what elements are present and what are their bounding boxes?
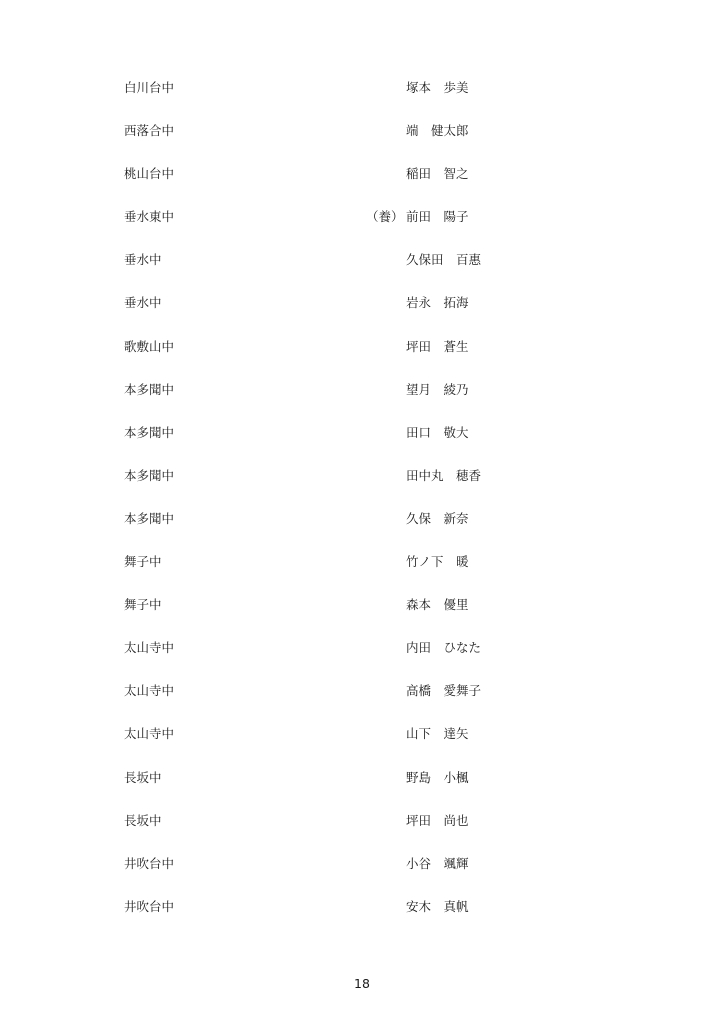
person-name: 小谷 颯輝 <box>406 855 469 871</box>
school-name: 本多聞中 <box>124 510 175 526</box>
list-item <box>0 594 724 637</box>
list-item <box>0 723 724 766</box>
list-item <box>0 465 724 508</box>
school-name: 歌敷山中 <box>124 338 175 354</box>
person-name: 久保田 百惠 <box>406 252 482 268</box>
list-item <box>0 680 724 723</box>
list-item <box>0 422 724 465</box>
list-item <box>0 767 724 810</box>
person-name: 塚本 歩美 <box>406 80 469 95</box>
person-name: 高橋 愛舞子 <box>406 683 482 699</box>
school-name: 太山寺中 <box>124 640 175 656</box>
list-item <box>0 249 724 292</box>
school-name: 長坂中 <box>124 812 162 828</box>
person-name: 田中丸 穂香 <box>406 467 482 483</box>
school-name: 垂水東中 <box>124 209 175 225</box>
school-name: 本多聞中 <box>124 381 175 397</box>
list-item <box>0 163 724 206</box>
list-item <box>0 379 724 422</box>
school-name: 舞子中 <box>124 554 162 570</box>
list-item <box>0 292 724 335</box>
school-name: 西落合中 <box>124 123 175 139</box>
person-name: 坪田 蒼生 <box>406 338 469 354</box>
person-name: 山下 達矢 <box>406 726 469 742</box>
person-name: 坪田 尚也 <box>406 812 469 828</box>
school-name: 垂水中 <box>124 295 162 311</box>
list-item <box>0 896 724 939</box>
school-name: 太山寺中 <box>124 683 175 699</box>
list-item <box>0 336 724 379</box>
staff-list <box>0 77 724 939</box>
school-name: 井吹台中 <box>124 855 175 871</box>
list-item <box>0 853 724 896</box>
school-name: 白川台中 <box>124 80 175 95</box>
list-item <box>0 508 724 551</box>
person-name: 内田 ひなた <box>406 640 482 656</box>
school-name: 桃山台中 <box>124 166 175 182</box>
school-name: 本多聞中 <box>124 424 175 440</box>
school-name: 本多聞中 <box>124 467 175 483</box>
person-name: 端 健太郎 <box>406 123 469 139</box>
list-item <box>0 637 724 680</box>
list-item <box>0 206 724 249</box>
list-item <box>0 120 724 163</box>
person-name: 前田 陽子 <box>406 209 469 225</box>
person-name: 望月 綾乃 <box>406 381 469 397</box>
person-name: 竹ノ下 暖 <box>406 554 469 570</box>
list-item <box>0 810 724 853</box>
person-name: 田口 敬大 <box>406 424 469 440</box>
person-name: 野島 小楓 <box>406 769 469 785</box>
page-number: 18 <box>354 976 370 991</box>
role-note: （養） <box>366 209 404 225</box>
person-name: 岩永 拓海 <box>406 295 469 311</box>
school-name: 太山寺中 <box>124 726 175 742</box>
person-name: 久保 新奈 <box>406 510 469 526</box>
person-name: 森本 優里 <box>406 597 469 613</box>
list-item <box>0 551 724 594</box>
person-name: 稲田 智之 <box>406 166 469 182</box>
person-name: 安木 真帆 <box>406 898 469 914</box>
list-item <box>0 77 724 120</box>
school-name: 長坂中 <box>124 769 162 785</box>
school-name: 井吹台中 <box>124 898 175 914</box>
school-name: 舞子中 <box>124 597 162 613</box>
school-name: 垂水中 <box>124 252 162 268</box>
